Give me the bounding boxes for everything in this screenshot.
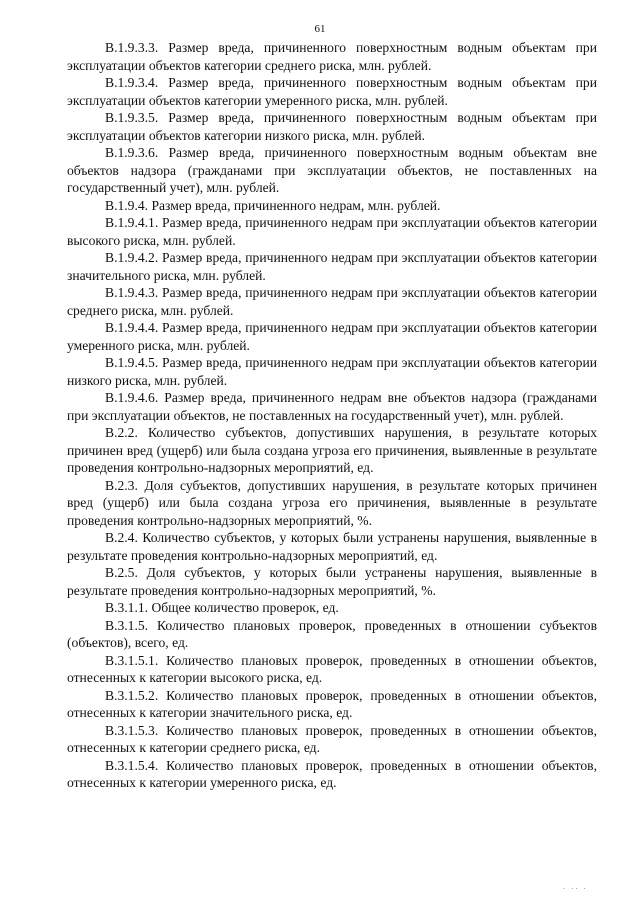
paragraph: В.1.9.4.2. Размер вреда, причиненного недрам при эксплуатации объектов категории значительного риска, млн. рублей. <box>67 250 597 283</box>
paragraph: В.1.9.3.4. Размер вреда, причиненного поверхностным водным объектам при эксплуатации объектов категории умеренного риска, млн. рублей. <box>67 75 597 108</box>
paragraph: В.2.5. Доля субъектов, у которых были устранены нарушения, выявленные в результате проведения контрольно-надзорных мероприятий, %. <box>67 565 597 598</box>
paragraph: В.1.9.3.5. Размер вреда, причиненного поверхностным водным объектам при эксплуатации объектов категории низкого риска, млн. рублей. <box>67 110 597 143</box>
paragraph: В.1.9.4.1. Размер вреда, причиненного недрам при эксплуатации объектов категории высокого риска, млн. рублей. <box>67 215 597 248</box>
document-body <box>67 39 597 792</box>
paragraph: В.3.1.5. Количество плановых проверок, проведенных в отношении субъектов (объектов), всего, ед. <box>67 617 597 650</box>
paragraph: В.2.3. Доля субъектов, допустивших нарушения, в результате которых причинен вред (ущерб) или была создана угроза его причинения, выявленные в результате проведения контрольно-надзорных мероприятий, %. <box>67 477 597 528</box>
paragraph: В.1.9.4. Размер вреда, причиненного недрам, млн. рублей. <box>105 197 441 213</box>
paragraph: В.1.9.4.5. Размер вреда, причиненного недрам при эксплуатации объектов категории низкого риска, млн. рублей. <box>67 355 597 388</box>
paragraph: В.1.9.4.4. Размер вреда, причиненного недрам при эксплуатации объектов категории умеренного риска, млн. рублей. <box>67 320 597 353</box>
paragraph: В.3.1.5.2. Количество плановых проверок, проведенных в отношении объектов, отнесенных к категории значительного риска, ед. <box>67 687 597 720</box>
paragraph: В.3.1.5.4. Количество плановых проверок, проведенных в отношении объектов, отнесенных к категории умеренного риска, ед. <box>67 757 597 790</box>
paragraph: В.1.9.3.3. Размер вреда, причиненного поверхностным водным объектам при эксплуатации объектов категории среднего риска, млн. рублей. <box>67 40 597 73</box>
footer-mark: · ·· · <box>563 885 588 893</box>
page-number: 61 <box>314 23 326 35</box>
paragraph: В.3.1.5.3. Количество плановых проверок, проведенных в отношении объектов, отнесенных к категории среднего риска, ед. <box>67 722 597 755</box>
paragraph: В.1.9.3.6. Размер вреда, причиненного поверхностным водным объектам вне объектов надзора (гражданами при эксплуатации объектов, не поставленных на государственный учет), млн. рублей. <box>67 145 597 195</box>
paragraph: В.1.9.4.6. Размер вреда, причиненного недрам вне объектов надзора (гражданами при эксплуатации объектов, не поставленных на государственный учет), млн. рублей. <box>67 390 597 423</box>
paragraph: В.2.4. Количество субъектов, у которых были устранены нарушения, выявленные в результате проведения контрольно-надзорных мероприятий, ед. <box>67 530 597 563</box>
paragraph: В.2.2. Количество субъектов, допустивших нарушения, в результате которых причинен вред (ущерб) или была создана угроза его причинения, выявленные в результате проведения контрольно-надзорных мероприятий, ед. <box>67 425 597 475</box>
paragraph: В.3.1.5.1. Количество плановых проверок, проведенных в отношении объектов, отнесенных к категории высокого риска, ед. <box>67 652 597 685</box>
paragraph: В.1.9.4.3. Размер вреда, причиненного недрам при эксплуатации объектов категории среднего риска, млн. рублей. <box>67 285 597 318</box>
paragraph: В.3.1.1. Общее количество проверок, ед. <box>105 600 339 615</box>
